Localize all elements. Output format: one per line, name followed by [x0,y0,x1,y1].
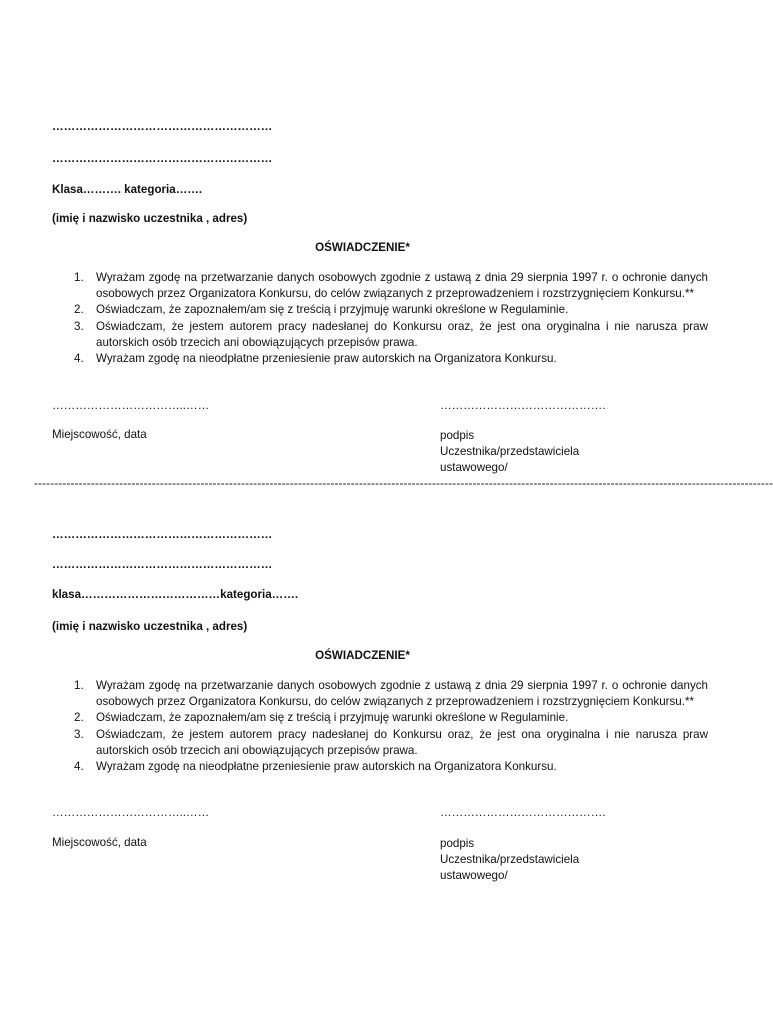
name-dots-line-2: ………………………………………………… [52,558,273,571]
declaration-point: 1. Wyrażam zgodę na przetwarzanie danych osobowych zgodnie z ustawą z dnia 29 sierpnia 1997 r. o ochronie danych osobowych przez Organizatora Konkursu, do celów związanych z przeprowadzeniem i rozstrzygnięciem Konkursu.** [74,679,708,709]
place-date-label: Miejscowość, data [52,836,147,849]
declaration-title: OŚWIADCZENIE* [315,241,410,254]
declaration-point: 2. Oświadczam, że zapoznałem/am się z treścią i przyjmuję warunki określone w Regulaminie. [74,711,569,725]
signature-dots: ……………………………………. [440,806,606,819]
name-address-label: (imię i nazwisko uczestnika , adres) [52,212,248,225]
declaration-point: 2. Oświadczam, że zapoznałem/am się z treścią i przyjmuję warunki określone w Regulaminie. [74,303,569,317]
place-date-dots: ……………………………..…… [52,399,210,412]
place-date-dots: ……………………………..…… [52,806,210,819]
declaration-point: 3. Oświadczam, że jestem autorem pracy nadesłanej do Konkursu oraz, że jest ona oryginalna i nie narusza praw autorskich osób trzecich ani obowiązujących przepisów prawa. [74,727,708,757]
declaration-point: 3. Oświadczam, że jestem autorem pracy nadesłanej do Konkursu oraz, że jest ona oryginalna i nie narusza praw autorskich osób trzecich ani obowiązujących przepisów prawa. [74,319,708,349]
declaration-points [52,678,708,775]
declaration-point: 1. Wyrażam zgodę na przetwarzanie danych osobowych zgodnie z ustawą z dnia 29 sierpnia 1997 r. o ochronie danych osobowych przez Organizatora Konkursu, do celów związanych z przeprowadzeniem i rozstrzygnięciem Konkursu.** [74,271,708,301]
declaration-point: 4. Wyrażam zgodę na nieodpłatne przeniesienie praw autorskich na Organizatora Konkursu. [74,352,557,366]
declaration-points [52,270,708,367]
class-category-line: klasa………………………………kategoria……. [52,588,299,601]
cut-line-divider: -------------------------------------------------------------------------------------------------------------------------------------------------------------------------------------- [34,477,773,490]
signature-dots: ……………………………………. [440,399,606,412]
declaration-point: 4. Wyrażam zgodę na nieodpłatne przeniesienie praw autorskich na Organizatora Konkursu. [74,760,557,774]
signature-label: podpis Uczestnika/przedstawiciela ustawowego/ [440,429,580,474]
name-dots-line-1: ………………………………………………… [52,528,273,541]
place-date-label: Miejscowość, data [52,428,147,441]
signature-label: podpis Uczestnika/przedstawiciela ustawowego/ [440,837,580,882]
class-category-line: Klasa………. kategoria……. [52,183,203,196]
name-dots-line-1: ………………………………………………… [52,120,273,133]
name-dots-line-2: ………………………………………………… [52,152,273,165]
declaration-title: OŚWIADCZENIE* [315,649,410,662]
name-address-label: (imię i nazwisko uczestnika , adres) [52,620,248,633]
